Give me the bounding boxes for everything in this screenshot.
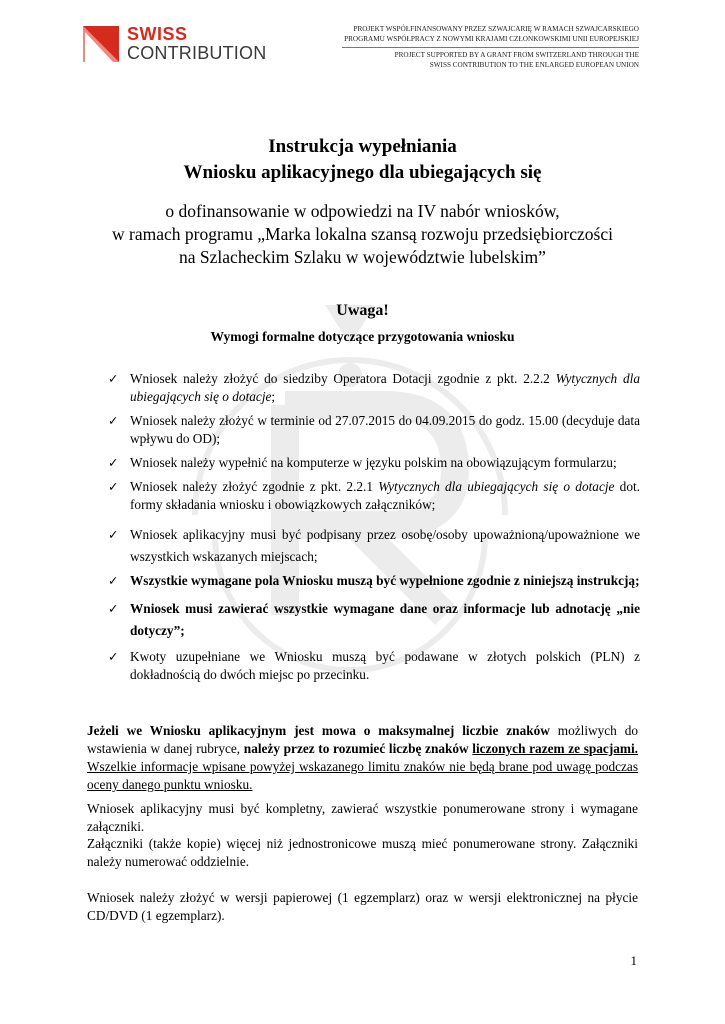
header-divider — [342, 47, 639, 48]
header-english-notice — [395, 50, 639, 70]
list-item — [108, 370, 640, 406]
item-text: Wniosek należy wypełnić na komputerze w języku polskim na obowiązującym formularzu; — [130, 455, 617, 470]
item-text: Wszystkie wymagane pola Wniosku muszą być wypełnione zgodnie z niniejszą instrukcją; — [130, 573, 640, 588]
page-number: 1 — [630, 953, 637, 968]
item-text: Wniosek należy złożyć do siedziby Operatora Dotacji zgodnie z pkt. 2.2.2 — [130, 371, 556, 386]
p1-bold-2: należy przez to rozumieć liczbę znaków — [243, 741, 473, 756]
requirements-list — [108, 370, 640, 684]
checkmark-icon: ✓ — [108, 527, 119, 542]
list-item — [108, 454, 640, 472]
checkmark-icon: ✓ — [108, 455, 119, 470]
character-limit-paragraph — [87, 722, 638, 794]
subtitle-line-3: na Szlacheckim Szlaku w województwie lubelskim” — [179, 247, 546, 267]
checkmark-icon: ✓ — [108, 601, 119, 616]
item-text: Wniosek aplikacyjny musi być podpisany przez osobę/osoby upoważnioną/upoważnione we wszystkich wskazanych miejscach; — [130, 527, 640, 564]
list-item — [108, 524, 640, 568]
list-item — [108, 648, 640, 684]
header-pl-line1: PROJEKT WSPÓŁFINANSOWANY PRZEZ SZWAJCARIĘ W RAMACH SZWAJCARSKIEGO — [353, 25, 639, 33]
document-title — [80, 134, 645, 186]
logo-word-contribution: CONTRIBUTION — [127, 43, 267, 63]
swiss-contribution-logo — [83, 24, 267, 68]
notice-subheading: Wymogi formalne dotyczące przygotowania wniosku — [210, 329, 515, 344]
checkmark-icon: ✓ — [108, 413, 119, 428]
submission-paragraph: Wniosek należy złożyć w wersji papierowej (1 egzemplarz) oraz w wersji elektronicznej na płycie CD/DVD (1 egzemplarz). — [87, 890, 638, 923]
notice-heading: Uwaga! — [336, 302, 389, 319]
header-pl-line2: PROGRAMU WSPÓŁPRACY Z NOWYMI KRAJAMI CZŁONKOWSKIMI UNII EUROPEJSKIEJ — [344, 35, 639, 43]
checkmark-icon: ✓ — [108, 573, 119, 588]
title-line-1: Instrukcja wypełniania — [268, 136, 457, 157]
checkmark-icon: ✓ — [108, 649, 119, 664]
header-en-line1: PROJECT SUPPORTED BY A GRANT FROM SWITZERLAND THROUGH THE — [394, 51, 639, 59]
p1-bold-1: Jeżeli we Wniosku aplikacyjnym jest mowa o maksymalnej liczbie znaków — [87, 723, 550, 738]
swiss-flag-icon — [83, 26, 119, 62]
item-text-end: dot. formy składania wniosku i obowiązkowych załączników; — [130, 479, 640, 512]
attachments-paragraph: Załączniki (także kopie) więcej niż jednostronicowe muszą mieć ponumerowane strony. Załączniki należy numerować oddzielnie. — [87, 836, 638, 869]
item-italic: Wytycznych dla ubiegających się o dotacje — [378, 479, 615, 494]
list-item — [108, 478, 640, 514]
p1-text-1: możliwych do wstawienia w danej rubryce, — [87, 723, 639, 756]
subtitle-line-1: o dofinansowanie w odpowiedzi na IV nabór wniosków, — [165, 201, 560, 221]
header-polish-notice — [344, 24, 639, 44]
item-text: Wniosek należy złożyć w terminie od 27.07.2015 do 04.09.2015 do godz. 15.00 (decyduje data wpływu do OD); — [130, 413, 640, 446]
item-text: Wniosek musi zawierać wszystkie wymagane dane oraz informacje lub adnotację „nie dotyczy”; — [130, 601, 640, 638]
list-item — [108, 412, 640, 448]
document-subtitle — [80, 200, 645, 269]
checkmark-icon: ✓ — [108, 371, 119, 386]
item-text-end: ; — [271, 389, 276, 404]
p1-bold-underlined: liczonych razem ze spacjami. — [472, 741, 638, 756]
item-text: Kwoty uzupełniane we Wniosku muszą być podawane w złotych polskich (PLN) z dokładnością do dwóch miejsc po przecinku. — [130, 649, 640, 682]
title-line-2: Wniosku aplikacyjnego dla ubiegających się — [183, 162, 542, 183]
header-en-line2: SWISS CONTRIBUTION TO THE ENLARGED EUROPEAN UNION — [429, 61, 639, 69]
p1-underlined: Wszelkie informacje wpisane powyżej wskazanego limitu znaków nie będą brane pod uwagę podczas oceny danego punktu wniosku. — [87, 759, 638, 792]
item-text: Wniosek należy złożyć zgodnie z pkt. 2.2.1 — [130, 479, 379, 494]
logo-word-swiss: SWISS — [127, 24, 188, 44]
completeness-paragraph: Wniosek aplikacyjny musi być kompletny, zawierać wszystkie ponumerowane strony i wymagane załączniki. — [87, 801, 638, 834]
list-item — [108, 598, 640, 642]
item-italic: Wytycznych dla ubiegających się o dotacje — [130, 371, 640, 404]
subtitle-line-2: w ramach programu „Marka lokalna szansą rozwoju przedsiębiorczości — [112, 224, 613, 244]
checkmark-icon: ✓ — [108, 479, 119, 494]
list-item — [108, 572, 640, 590]
